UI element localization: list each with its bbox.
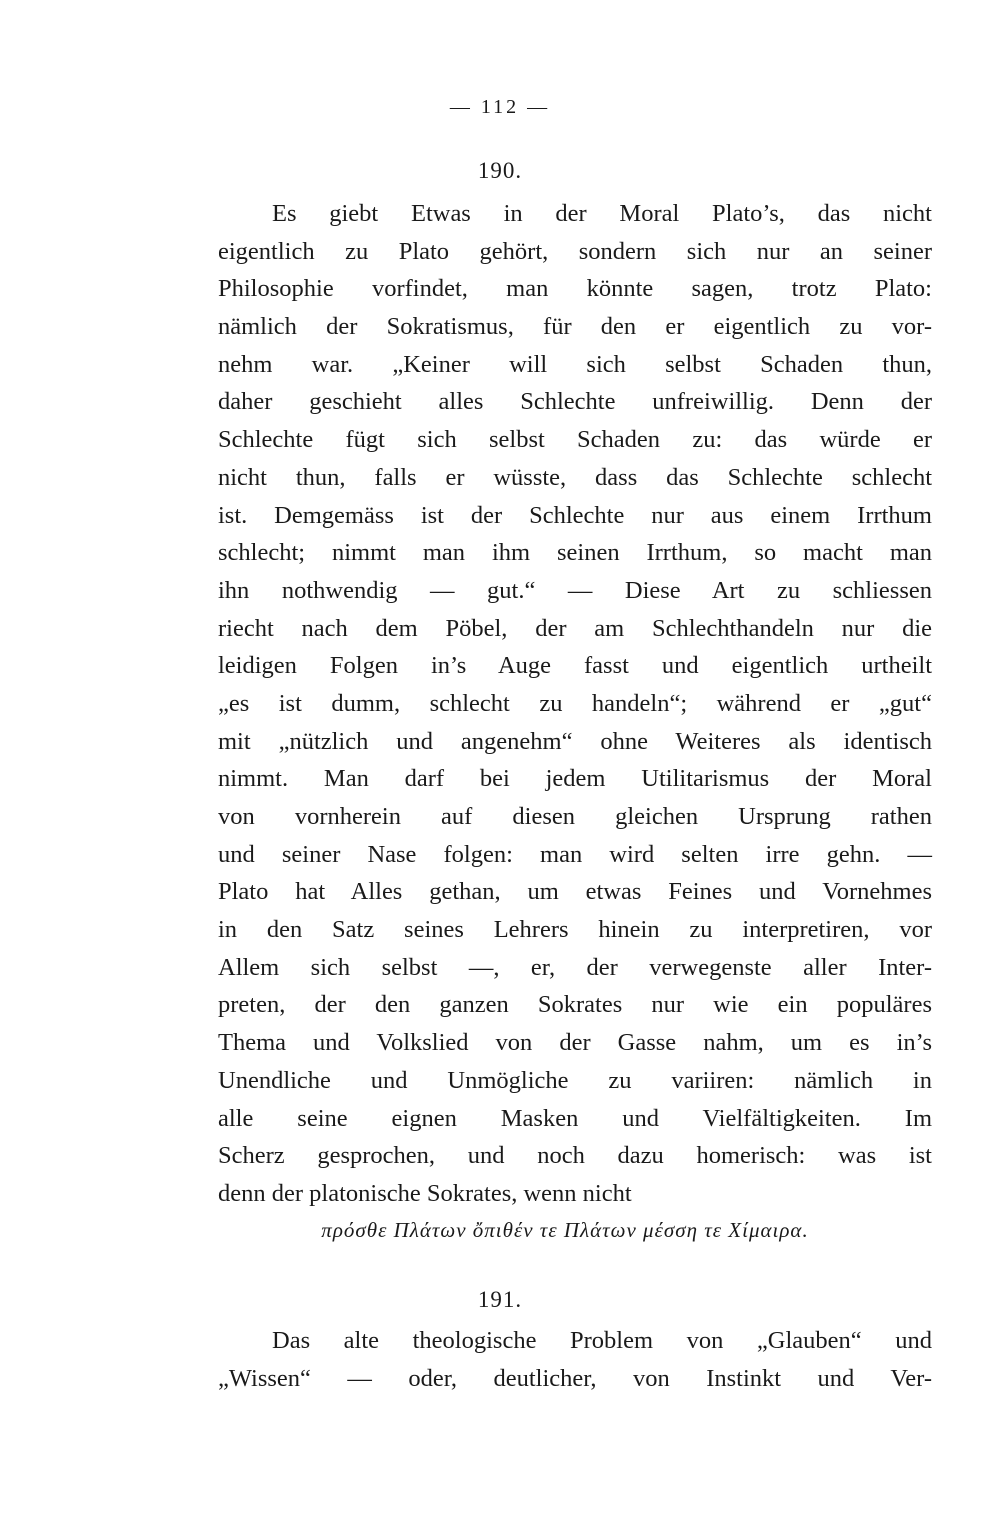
text-line: schlecht; nimmt man ihm seinen Irrthum, so macht man (218, 539, 932, 567)
text-line: nämlich der Sokratismus, für den er eigentlich zu vor- (218, 313, 932, 341)
text-line: eigentlich zu Plato gehört, sondern sich nur an seiner (218, 237, 932, 265)
text-line: Scherz gesprochen, und noch dazu homerisch: was ist (218, 1142, 932, 1170)
text-line: alle seine eignen Masken und Vielfältigkeiten. Im (218, 1104, 932, 1132)
text-line: Plato hat Alles gethan, um etwas Feines und Vornehmes (218, 878, 932, 906)
text-line: nimmt. Man darf bei jedem Utilitarismus der Moral (218, 765, 932, 793)
text-line: von vornherein auf diesen gleichen Ursprung rathen (218, 803, 932, 830)
text-line: nicht thun, falls er wüsste, dass das Schlechte schlecht (218, 463, 932, 491)
text-line: Allem sich selbst —, er, der verwegenste aller Inter- (218, 953, 932, 981)
text-line: ihn nothwendig — gut.“ — Diese Art zu schliessen (218, 576, 932, 604)
text-line: mit „nützlich und angenehm“ ohne Weiteres als identisch (218, 727, 932, 755)
text-line: riecht nach dem Pöbel, der am Schlechthandeln nur die (218, 614, 932, 642)
section-190-text (218, 195, 932, 1213)
page-number-header: — 112 — (449, 96, 551, 118)
text-line: ist. Demgemäss ist der Schlechte nur aus einem Irrthum (218, 501, 932, 529)
text-line: nehm war. „Keiner will sich selbst Schaden thun, (218, 350, 932, 378)
text-line: „es ist dumm, schlecht zu handeln“; während er „gut“ (218, 689, 932, 717)
text-line: Thema und Volkslied von der Gasse nahm, um es in’s (218, 1029, 932, 1057)
text-line: Philosophie vorfindet, man könnte sagen, trotz Plato: (218, 275, 932, 303)
text-line: in den Satz seines Lehrers hinein zu interpretiren, vor (218, 916, 932, 944)
text-line: „Wissen“ — oder, deutlicher, von Instinkt und Ver- (218, 1364, 932, 1392)
text-line: Es giebt Etwas in der Moral Plato’s, das nicht (272, 200, 932, 227)
text-line: leidigen Folgen in’s Auge fasst und eigentlich urtheilt (218, 652, 932, 680)
text-line: daher geschieht alles Schlechte unfreiwillig. Denn der (218, 388, 932, 416)
text-line: Das alte theologische Problem von „Glauben“ und (272, 1327, 932, 1354)
text-line: und seiner Nase folgen: man wird selten irre gehn. — (218, 840, 932, 868)
text-line: preten, der den ganzen Sokrates nur wie ein populäres (218, 991, 932, 1019)
text-line: Unendliche und Unmögliche zu variiren: nämlich in (218, 1066, 932, 1094)
greek-quotation: πρόσθε Πλάτων ὄπιθέν τε Πλάτων μέσση τε Χίμαιρα. (321, 1218, 809, 1242)
section-number-191: 191. (477, 1287, 523, 1312)
text-line: Schlechte fügt sich selbst Schaden zu: das würde er (218, 426, 932, 454)
section-191-text (218, 1322, 932, 1397)
section-number-190: 190. (477, 158, 523, 183)
text-line: denn der platonische Sokrates, wenn nicht (218, 1179, 632, 1207)
